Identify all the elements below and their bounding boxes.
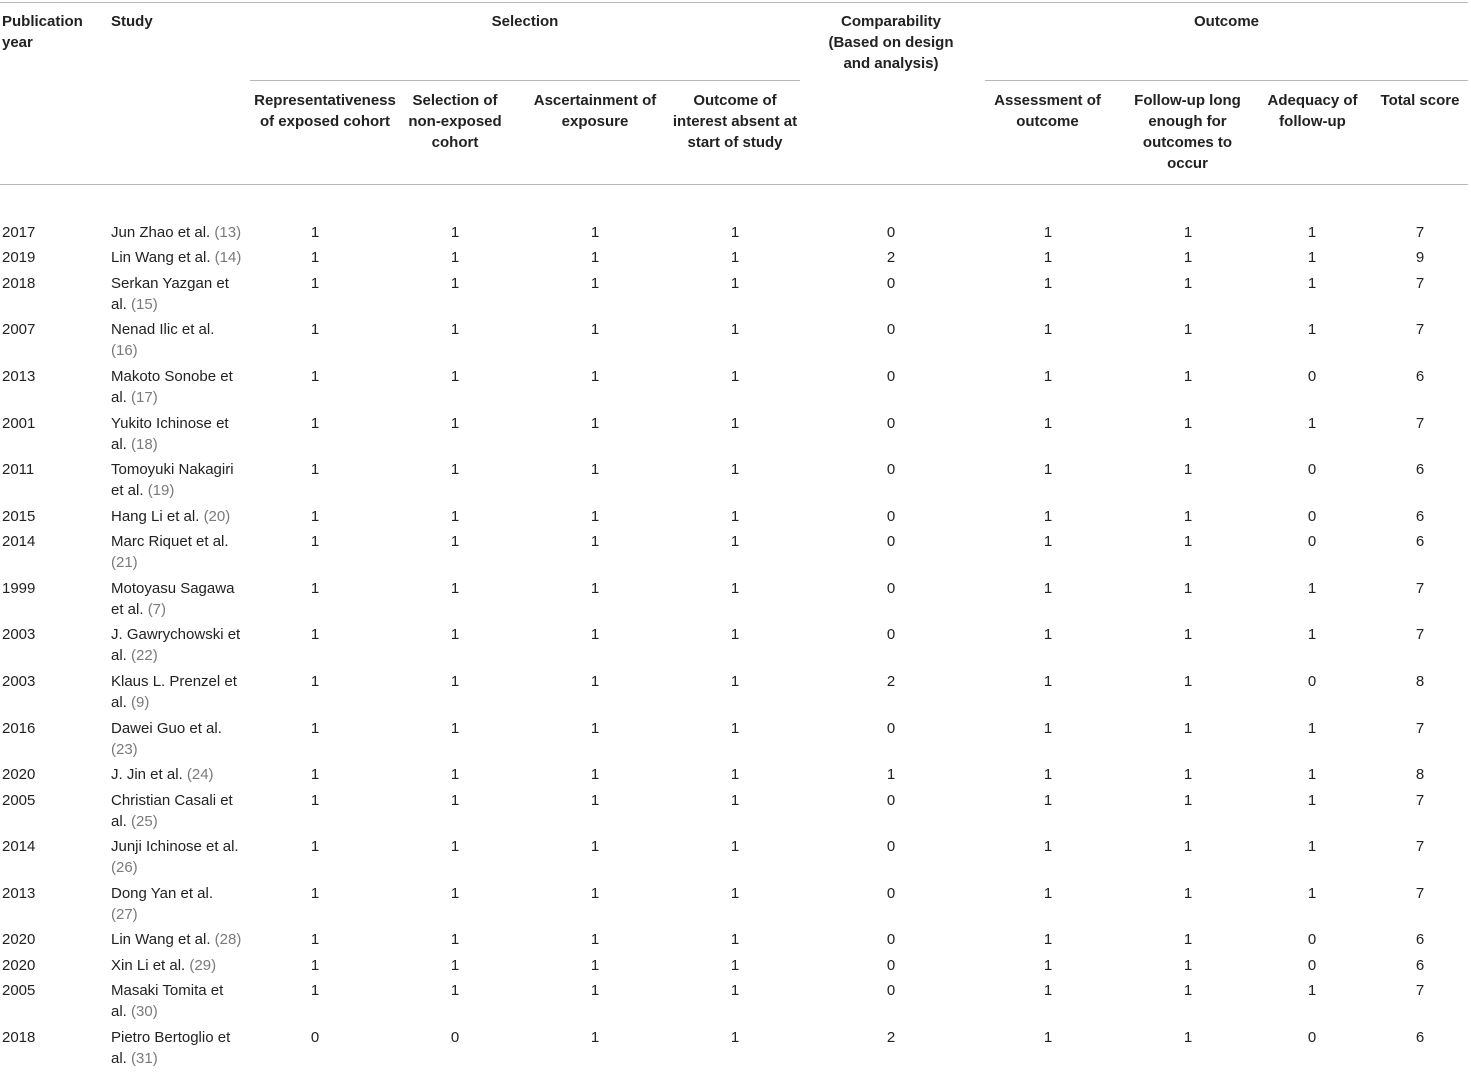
outcome-absent-score: 1	[730, 719, 740, 737]
representativeness-score: 1	[310, 579, 320, 597]
ascertainment-score: 1	[590, 321, 600, 339]
follow-up-long-score: 1	[1183, 1028, 1193, 1046]
reference-link[interactable]: (21)	[111, 554, 138, 572]
study-cell	[111, 247, 243, 268]
outcome-absent-score: 1	[730, 368, 740, 385]
study-cell	[111, 1027, 243, 1069]
study-name: Marc Riquet et al.	[111, 533, 229, 551]
header-total-score: Total score	[1380, 92, 1460, 109]
study-cell	[111, 624, 243, 666]
reference-link[interactable]: (19)	[147, 482, 175, 500]
header-selection-non-exposed: Selection of non-exposed cohort	[408, 92, 502, 151]
total-score: 8	[1415, 673, 1425, 690]
assessment-score: 1	[1043, 321, 1053, 339]
reference-link[interactable]: (13)	[214, 224, 242, 241]
adequacy-score: 0	[1307, 461, 1317, 479]
study-cell	[111, 531, 243, 573]
follow-up-long-score: 1	[1183, 321, 1193, 339]
representativeness-score: 1	[310, 274, 320, 292]
total-score: 9	[1415, 249, 1425, 267]
follow-up-long-score: 1	[1183, 626, 1193, 644]
publication-year-cell: 2020	[2, 766, 36, 784]
representativeness-score: 1	[310, 673, 320, 690]
adequacy-score: 0	[1307, 368, 1317, 385]
ascertainment-score: 1	[590, 956, 600, 974]
publication-year-cell: 2011	[2, 461, 35, 479]
follow-up-long-score: 1	[1183, 414, 1193, 432]
selection-non-exposed-score: 0	[450, 1028, 460, 1046]
representativeness-score: 1	[310, 791, 320, 809]
follow-up-long-score: 1	[1183, 224, 1193, 241]
total-score: 6	[1415, 1028, 1425, 1046]
publication-year-cell: 1999	[2, 579, 36, 597]
reference-link[interactable]: (9)	[131, 694, 150, 711]
representativeness-score: 1	[310, 838, 320, 856]
selection-non-exposed-score: 1	[450, 461, 460, 479]
selection-non-exposed-score: 1	[450, 274, 460, 292]
representativeness-score: 1	[310, 533, 320, 551]
representativeness-score: 1	[310, 224, 320, 241]
study-cell	[111, 883, 243, 925]
selection-non-exposed-score: 1	[450, 956, 460, 974]
selection-non-exposed-score: 1	[450, 673, 460, 690]
ascertainment-score: 1	[590, 368, 600, 385]
ascertainment-score: 1	[590, 838, 600, 856]
follow-up-long-score: 1	[1183, 791, 1193, 809]
comparability-score: 0	[886, 931, 896, 949]
publication-year-cell: 2014	[2, 533, 36, 551]
publication-year-cell: 2013	[2, 884, 36, 902]
outcome-absent-score: 1	[730, 1028, 740, 1046]
total-score: 6	[1415, 956, 1425, 974]
study-cell	[111, 718, 243, 760]
adequacy-score: 0	[1307, 533, 1317, 551]
study-cell	[111, 764, 243, 785]
study-cell	[111, 413, 243, 455]
study-cell	[111, 222, 243, 243]
selection-subheader-rule	[250, 80, 800, 81]
total-score: 6	[1415, 368, 1425, 385]
total-score: 7	[1415, 838, 1425, 856]
outcome-absent-score: 1	[730, 579, 740, 597]
total-score: 7	[1415, 579, 1425, 597]
reference-link[interactable]: (27)	[111, 905, 138, 923]
follow-up-long-score: 1	[1183, 719, 1193, 737]
assessment-score: 1	[1043, 719, 1053, 737]
study-name: Yukito Ichinose et al.	[111, 414, 229, 453]
assessment-score: 1	[1043, 766, 1053, 784]
comparability-score: 0	[886, 321, 896, 339]
assessment-score: 1	[1043, 533, 1053, 551]
selection-non-exposed-score: 1	[450, 579, 460, 597]
adequacy-score: 1	[1307, 766, 1317, 784]
study-cell	[111, 273, 243, 315]
selection-non-exposed-score: 1	[450, 791, 460, 809]
reference-link[interactable]: (15)	[131, 295, 158, 313]
selection-non-exposed-score: 1	[450, 368, 460, 385]
selection-non-exposed-score: 1	[450, 931, 460, 949]
ascertainment-score: 1	[590, 579, 600, 597]
representativeness-score: 1	[310, 956, 320, 974]
adequacy-score: 1	[1307, 321, 1317, 339]
assessment-score: 1	[1043, 791, 1053, 809]
reference-link[interactable]: (23)	[111, 740, 138, 758]
adequacy-score: 0	[1307, 931, 1317, 949]
comparability-score: 0	[886, 791, 896, 809]
follow-up-long-score: 1	[1183, 579, 1193, 597]
outcome-absent-score: 1	[730, 507, 740, 525]
assessment-score: 1	[1043, 368, 1053, 385]
comparability-score: 0	[886, 414, 896, 432]
outcome-absent-score: 1	[730, 249, 740, 267]
reference-link[interactable]: (17)	[131, 389, 158, 406]
assessment-score: 1	[1043, 884, 1053, 902]
ascertainment-score: 1	[590, 274, 600, 292]
study-name: Jun Zhao et al.	[111, 224, 215, 241]
comparability-score: 2	[886, 249, 896, 267]
table-top-rule	[0, 2, 1468, 3]
follow-up-long-score: 1	[1183, 461, 1193, 479]
adequacy-score: 1	[1307, 414, 1317, 432]
assessment-score: 1	[1043, 673, 1053, 690]
outcome-absent-score: 1	[730, 626, 740, 644]
reference-link[interactable]: (31)	[131, 1049, 158, 1067]
header-comparability: Comparability (Based on design and analysis)	[828, 13, 954, 72]
follow-up-long-score: 1	[1183, 931, 1193, 949]
total-score: 7	[1415, 884, 1425, 902]
selection-non-exposed-score: 1	[450, 414, 460, 432]
selection-non-exposed-score: 1	[450, 884, 460, 902]
study-name: Christian Casali et al.	[111, 791, 233, 830]
assessment-score: 1	[1043, 956, 1053, 974]
representativeness-score: 1	[310, 461, 320, 479]
study-name: Serkan Yazgan et al.	[111, 274, 229, 313]
assessment-score: 1	[1043, 931, 1053, 949]
representativeness-score: 1	[310, 884, 320, 902]
reference-link[interactable]: (30)	[131, 1003, 158, 1021]
study-name: Makoto Sonobe et al.	[111, 368, 233, 406]
study-name: Xin Li et al.	[111, 956, 190, 974]
assessment-score: 1	[1043, 838, 1053, 856]
comparability-score: 0	[886, 838, 896, 856]
publication-year-cell: 2018	[2, 1028, 36, 1046]
study-cell	[111, 980, 243, 1022]
header-follow-up-long: Follow-up long enough for outcomes to occur	[1134, 92, 1241, 172]
study-name: Lin Wang et al.	[111, 249, 215, 267]
header-outcome-absent: Outcome of interest absent at start of study	[672, 92, 798, 151]
study-name: Lin Wang et al.	[111, 931, 215, 949]
assessment-score: 1	[1043, 507, 1053, 525]
selection-non-exposed-score: 1	[450, 249, 460, 267]
publication-year-cell: 2003	[2, 626, 36, 644]
outcome-absent-score: 1	[730, 274, 740, 292]
comparability-score: 0	[886, 579, 896, 597]
reference-link[interactable]: (26)	[111, 859, 138, 877]
follow-up-long-score: 1	[1183, 982, 1193, 1000]
header-assessment: Assessment of outcome	[994, 92, 1101, 130]
comparability-score: 0	[886, 274, 896, 292]
representativeness-score: 1	[310, 931, 320, 949]
comparability-score: 0	[886, 982, 896, 1000]
adequacy-score: 1	[1307, 274, 1317, 292]
reference-link[interactable]: (16)	[111, 342, 138, 360]
assessment-score: 1	[1043, 982, 1053, 1000]
comparability-score: 0	[886, 533, 896, 551]
study-name: Dong Yan et al.	[111, 884, 214, 902]
ascertainment-score: 1	[590, 224, 600, 241]
comparability-score: 0	[886, 368, 896, 385]
header-selection: Selection	[491, 13, 559, 30]
ascertainment-score: 1	[590, 791, 600, 809]
outcome-absent-score: 1	[730, 533, 740, 551]
selection-non-exposed-score: 1	[450, 719, 460, 737]
adequacy-score: 1	[1307, 626, 1317, 644]
adequacy-score: 0	[1307, 956, 1317, 974]
ascertainment-score: 1	[590, 719, 600, 737]
publication-year-cell: 2015	[2, 507, 36, 525]
assessment-score: 1	[1043, 414, 1053, 432]
reference-link[interactable]: (28)	[214, 931, 242, 949]
study-cell	[111, 790, 243, 832]
assessment-score: 1	[1043, 461, 1053, 479]
publication-year-cell: 2019	[2, 249, 36, 267]
study-cell	[111, 836, 243, 878]
adequacy-score: 1	[1307, 791, 1317, 809]
reference-link[interactable]: (14)	[214, 249, 242, 267]
study-name: Junji Ichinose et al.	[111, 838, 239, 856]
representativeness-score: 1	[310, 766, 320, 784]
study-name: Klaus L. Prenzel et al.	[111, 673, 237, 711]
outcome-absent-score: 1	[730, 766, 740, 784]
study-cell	[111, 319, 243, 361]
comparability-score: 0	[886, 956, 896, 974]
study-name: Motoyasu Sagawa et al.	[111, 579, 235, 618]
outcome-absent-score: 1	[730, 673, 740, 690]
outcome-absent-score: 1	[730, 461, 740, 479]
total-score: 6	[1415, 461, 1425, 479]
total-score: 7	[1415, 626, 1425, 644]
assessment-score: 1	[1043, 224, 1053, 241]
adequacy-score: 1	[1307, 719, 1317, 737]
follow-up-long-score: 1	[1183, 249, 1193, 267]
comparability-score: 0	[886, 719, 896, 737]
ascertainment-score: 1	[590, 884, 600, 902]
study-name: Nenad Ilic et al.	[111, 321, 215, 339]
study-cell	[111, 506, 243, 527]
total-score: 7	[1415, 982, 1425, 1000]
representativeness-score: 1	[310, 321, 320, 339]
total-score: 7	[1415, 274, 1425, 292]
comparability-score: 1	[886, 766, 896, 784]
selection-non-exposed-score: 1	[450, 507, 460, 525]
study-name: Masaki Tomita et al.	[111, 982, 224, 1021]
follow-up-long-score: 1	[1183, 956, 1193, 974]
ascertainment-score: 1	[590, 626, 600, 644]
ascertainment-score: 1	[590, 1028, 600, 1046]
follow-up-long-score: 1	[1183, 673, 1193, 690]
header-publication-year: Publication year	[2, 13, 83, 51]
reference-link[interactable]: (22)	[131, 647, 158, 665]
selection-non-exposed-score: 1	[450, 982, 460, 1000]
total-score: 6	[1415, 507, 1425, 525]
study-name: J. Jin et al.	[111, 766, 187, 784]
adequacy-score: 1	[1307, 884, 1317, 902]
reference-link[interactable]: (18)	[131, 435, 158, 453]
ascertainment-score: 1	[590, 766, 600, 784]
study-name: Dawei Guo et al.	[111, 719, 222, 737]
reference-link[interactable]: (7)	[147, 600, 167, 618]
adequacy-score: 0	[1307, 1028, 1317, 1046]
study-name: Pietro Bertoglio et al.	[111, 1028, 231, 1067]
representativeness-score: 1	[310, 249, 320, 267]
total-score: 6	[1415, 931, 1425, 949]
study-cell	[111, 578, 243, 620]
header-study: Study	[111, 13, 153, 30]
assessment-score: 1	[1043, 1028, 1053, 1046]
total-score: 6	[1415, 533, 1425, 551]
representativeness-score: 1	[310, 414, 320, 432]
publication-year-cell: 2020	[2, 956, 36, 974]
outcome-absent-score: 1	[730, 224, 740, 241]
comparability-score: 2	[886, 1028, 896, 1046]
selection-non-exposed-score: 1	[450, 626, 460, 644]
assessment-score: 1	[1043, 249, 1053, 267]
adequacy-score: 1	[1307, 224, 1317, 241]
selection-non-exposed-score: 1	[450, 321, 460, 339]
adequacy-score: 1	[1307, 249, 1317, 267]
ascertainment-score: 1	[590, 982, 600, 1000]
reference-link[interactable]: (29)	[189, 956, 217, 974]
representativeness-score: 1	[310, 368, 320, 385]
comparability-score: 2	[886, 673, 896, 690]
comparability-score: 0	[886, 461, 896, 479]
adequacy-score: 0	[1307, 507, 1317, 525]
publication-year-cell: 2007	[2, 321, 36, 339]
selection-non-exposed-score: 1	[450, 838, 460, 856]
publication-year-cell: 2013	[2, 368, 36, 385]
ascertainment-score: 1	[590, 414, 600, 432]
assessment-score: 1	[1043, 626, 1053, 644]
follow-up-long-score: 1	[1183, 884, 1193, 902]
header-representativeness: Representativeness of exposed cohort	[254, 92, 396, 130]
outcome-absent-score: 1	[730, 956, 740, 974]
representativeness-score: 0	[310, 1028, 320, 1046]
publication-year-cell: 2014	[2, 838, 36, 856]
table-header-rule	[0, 184, 1468, 185]
ascertainment-score: 1	[590, 507, 600, 525]
reference-link[interactable]: (24)	[186, 766, 214, 784]
publication-year-cell: 2005	[2, 791, 36, 809]
comparability-score: 0	[886, 626, 896, 644]
publication-year-cell: 2005	[2, 982, 36, 1000]
follow-up-long-score: 1	[1183, 838, 1193, 856]
selection-non-exposed-score: 1	[450, 766, 460, 784]
study-cell	[111, 955, 243, 976]
total-score: 7	[1415, 791, 1425, 809]
total-score: 7	[1415, 719, 1425, 737]
assessment-score: 1	[1043, 274, 1053, 292]
total-score: 7	[1415, 321, 1425, 339]
follow-up-long-score: 1	[1183, 533, 1193, 551]
reference-link[interactable]: (20)	[203, 507, 231, 525]
publication-year-cell: 2017	[2, 224, 36, 241]
selection-non-exposed-score: 1	[450, 224, 460, 241]
publication-year-cell: 2016	[2, 719, 36, 737]
outcome-absent-score: 1	[730, 931, 740, 949]
outcome-absent-score: 1	[730, 982, 740, 1000]
follow-up-long-score: 1	[1183, 274, 1193, 292]
header-outcome: Outcome	[1193, 13, 1259, 30]
header-ascertainment: Ascertainment of exposure	[533, 92, 657, 130]
total-score: 8	[1415, 766, 1425, 784]
outcome-absent-score: 1	[730, 321, 740, 339]
ascertainment-score: 1	[590, 461, 600, 479]
study-cell	[111, 929, 243, 950]
study-name: Tomoyuki Nakagiri et al.	[111, 461, 234, 500]
study-cell	[111, 459, 243, 501]
assessment-score: 1	[1043, 579, 1053, 597]
comparability-score: 0	[886, 884, 896, 902]
study-cell	[111, 366, 243, 408]
representativeness-score: 1	[310, 719, 320, 737]
follow-up-long-score: 1	[1183, 368, 1193, 385]
header-adequacy: Adequacy of follow-up	[1267, 92, 1358, 130]
total-score: 7	[1415, 414, 1425, 432]
study-name: J. Gawrychowski et al.	[111, 626, 241, 665]
representativeness-score: 1	[310, 982, 320, 1000]
publication-year-cell: 2018	[2, 274, 36, 292]
representativeness-score: 1	[310, 626, 320, 644]
publication-year-cell: 2001	[2, 414, 36, 432]
representativeness-score: 1	[310, 507, 320, 525]
publication-year-cell: 2020	[2, 931, 36, 949]
ascertainment-score: 1	[590, 533, 600, 551]
comparability-score: 0	[886, 507, 896, 525]
selection-non-exposed-score: 1	[450, 533, 460, 551]
total-score: 7	[1415, 224, 1425, 241]
outcome-subheader-rule	[985, 80, 1468, 81]
adequacy-score: 1	[1307, 838, 1317, 856]
outcome-absent-score: 1	[730, 838, 740, 856]
outcome-absent-score: 1	[730, 791, 740, 809]
ascertainment-score: 1	[590, 931, 600, 949]
adequacy-score: 0	[1307, 673, 1317, 690]
adequacy-score: 1	[1307, 579, 1317, 597]
ascertainment-score: 1	[590, 249, 600, 267]
outcome-absent-score: 1	[730, 884, 740, 902]
comparability-score: 0	[886, 224, 896, 241]
adequacy-score: 1	[1307, 982, 1317, 1000]
publication-year-cell: 2003	[2, 673, 36, 690]
follow-up-long-score: 1	[1183, 507, 1193, 525]
outcome-absent-score: 1	[730, 414, 740, 432]
reference-link[interactable]: (25)	[131, 812, 158, 830]
study-cell	[111, 671, 243, 713]
study-name: Hang Li et al.	[111, 507, 204, 525]
follow-up-long-score: 1	[1183, 766, 1193, 784]
ascertainment-score: 1	[590, 673, 600, 690]
